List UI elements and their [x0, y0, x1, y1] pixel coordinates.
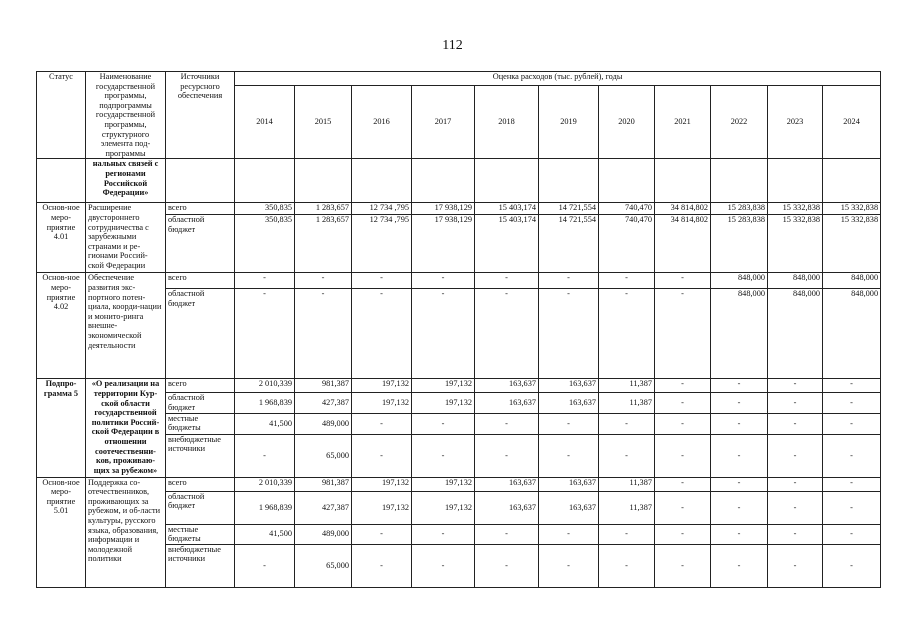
- value-cell: -: [539, 413, 599, 434]
- value-cell: 350,835: [235, 215, 295, 273]
- value-cell: -: [235, 273, 295, 289]
- value-cell: -: [768, 393, 823, 413]
- value-cell: -: [539, 544, 599, 587]
- value-cell: 848,000: [711, 273, 768, 289]
- program-name-cell: Обеспечение развития экс-портного потен-циала, коорди-нации и монито-ринга внешне-экономической деятельности: [86, 273, 166, 379]
- value-cell: -: [711, 393, 768, 413]
- value-cell: 1 283,657: [295, 203, 352, 215]
- value-cell: 740,470: [599, 203, 655, 215]
- value-cell: 848,000: [768, 273, 823, 289]
- value-cell: 11,387: [599, 393, 655, 413]
- year-header: 2017: [412, 85, 475, 159]
- value-cell: 65,000: [295, 434, 352, 477]
- value-cell: -: [768, 544, 823, 587]
- value-cell: -: [823, 477, 881, 491]
- value-cell: 489,000: [295, 524, 352, 544]
- header-status: Статус: [37, 72, 86, 159]
- value-cell: 14 721,554: [539, 203, 599, 215]
- table-row: [37, 203, 881, 215]
- value-cell: -: [655, 413, 711, 434]
- value-cell: 1 968,839: [235, 491, 295, 524]
- value-cell: -: [475, 289, 539, 379]
- value-cell: -: [412, 289, 475, 379]
- value-cell: 197,132: [412, 379, 475, 393]
- value-cell: -: [711, 544, 768, 587]
- value-cell: 163,637: [475, 477, 539, 491]
- value-cell: -: [352, 413, 412, 434]
- value-cell: -: [768, 477, 823, 491]
- value-cell: 427,387: [295, 491, 352, 524]
- value-cell: -: [599, 434, 655, 477]
- value-cell: 197,132: [352, 393, 412, 413]
- value-cell: 12 734 ,795: [352, 203, 412, 215]
- value-cell: -: [768, 379, 823, 393]
- value-cell: 11,387: [599, 477, 655, 491]
- value-cell: -: [711, 477, 768, 491]
- value-cell: -: [412, 524, 475, 544]
- value-cell: -: [823, 544, 881, 587]
- value-cell: 163,637: [475, 379, 539, 393]
- value-cell: -: [295, 273, 352, 289]
- program-name-cell: Поддержка со-отечественников, проживающих за рубежом, и об-ласти культуры, русского языка, образования, информации и молодежной политики: [86, 477, 166, 587]
- value-cell: 14 721,554: [539, 215, 599, 273]
- source-cell: внебюджетные источники: [166, 434, 235, 477]
- value-cell: 489,000: [295, 413, 352, 434]
- value-cell: 11,387: [599, 491, 655, 524]
- value-cell: 163,637: [539, 379, 599, 393]
- value-cell: -: [599, 413, 655, 434]
- value-cell: 17 938,129: [412, 203, 475, 215]
- year-header: 2021: [655, 85, 711, 159]
- value-cell: 15 332,838: [768, 203, 823, 215]
- value-cell: -: [475, 273, 539, 289]
- value-cell: -: [235, 289, 295, 379]
- value-cell: 848,000: [768, 289, 823, 379]
- value-cell: 848,000: [823, 273, 881, 289]
- value-cell: -: [352, 273, 412, 289]
- value-cell: -: [352, 434, 412, 477]
- year-header: 2020: [599, 85, 655, 159]
- value-cell: 848,000: [823, 289, 881, 379]
- value-cell: 15 332,838: [823, 215, 881, 273]
- value-cell: 12 734 ,795: [352, 215, 412, 273]
- value-cell: 11,387: [599, 379, 655, 393]
- value-cell: -: [539, 289, 599, 379]
- value-cell: 41,500: [235, 413, 295, 434]
- year-header: 2022: [711, 85, 768, 159]
- value-cell: -: [412, 413, 475, 434]
- source-cell: всего: [166, 477, 235, 491]
- header-sources: Источники ресурсного обеспечения: [166, 72, 235, 159]
- status-cell: Подпро-грамма 5: [37, 379, 86, 477]
- value-cell: 981,387: [295, 477, 352, 491]
- source-cell: всего: [166, 273, 235, 289]
- value-cell: -: [768, 491, 823, 524]
- value-cell: -: [655, 273, 711, 289]
- value-cell: 163,637: [475, 393, 539, 413]
- value-cell: 15 283,838: [711, 203, 768, 215]
- value-cell: -: [823, 491, 881, 524]
- program-name-cell: «О реализации на территории Кур-ской области государственной политики Россий-ской Федерации в отношении соотечественни-ков, проживаю-щих за рубежом»: [86, 379, 166, 477]
- value-cell: -: [412, 273, 475, 289]
- value-cell: -: [711, 379, 768, 393]
- value-cell: -: [655, 393, 711, 413]
- value-cell: 163,637: [539, 393, 599, 413]
- value-cell: 197,132: [352, 491, 412, 524]
- value-cell: -: [823, 393, 881, 413]
- value-cell: -: [475, 524, 539, 544]
- source-cell: областной бюджет: [166, 491, 235, 524]
- value-cell: -: [235, 544, 295, 587]
- year-header: 2015: [295, 85, 352, 159]
- source-cell: всего: [166, 203, 235, 215]
- header-name: Наименование государственной программы, подпрограммы государственной программы, структурного элемента под-программы: [86, 72, 166, 159]
- status-cell: Основ-ное меро-приятие 5.01: [37, 477, 86, 587]
- value-cell: -: [412, 544, 475, 587]
- year-header: 2024: [823, 85, 881, 159]
- value-cell: -: [823, 524, 881, 544]
- value-cell: -: [711, 434, 768, 477]
- status-cell: Основ-ное меро-приятие 4.01: [37, 203, 86, 273]
- value-cell: 197,132: [352, 477, 412, 491]
- value-cell: -: [475, 544, 539, 587]
- value-cell: 163,637: [539, 477, 599, 491]
- value-cell: -: [655, 524, 711, 544]
- year-header: 2016: [352, 85, 412, 159]
- value-cell: -: [655, 477, 711, 491]
- value-cell: 197,132: [412, 393, 475, 413]
- value-cell: -: [711, 491, 768, 524]
- value-cell: 197,132: [352, 379, 412, 393]
- value-cell: 15 332,838: [768, 215, 823, 273]
- value-cell: 740,470: [599, 215, 655, 273]
- value-cell: 1 283,657: [295, 215, 352, 273]
- value-cell: -: [475, 434, 539, 477]
- year-header: 2023: [768, 85, 823, 159]
- table-row: [37, 273, 881, 289]
- expenditure-table: [36, 71, 881, 588]
- value-cell: 65,000: [295, 544, 352, 587]
- value-cell: 41,500: [235, 524, 295, 544]
- value-cell: -: [539, 524, 599, 544]
- value-cell: 2 010,339: [235, 379, 295, 393]
- continued-name: нальных связей с регионами Российской Федерации»: [86, 159, 166, 203]
- value-cell: -: [412, 434, 475, 477]
- program-name-cell: Расширение двустороннего сотрудничества с зарубежными странами и ре-гионами Россий-ской Федерации: [86, 203, 166, 273]
- value-cell: 34 814,802: [655, 215, 711, 273]
- value-cell: -: [711, 413, 768, 434]
- value-cell: -: [655, 289, 711, 379]
- value-cell: -: [352, 524, 412, 544]
- source-cell: областной бюджет: [166, 289, 235, 379]
- value-cell: -: [599, 524, 655, 544]
- value-cell: -: [352, 544, 412, 587]
- source-cell: внебюджетные источники: [166, 544, 235, 587]
- value-cell: 2 010,339: [235, 477, 295, 491]
- value-cell: 34 814,802: [655, 203, 711, 215]
- source-cell: областной бюджет: [166, 393, 235, 413]
- value-cell: -: [539, 273, 599, 289]
- value-cell: -: [599, 273, 655, 289]
- value-cell: 15 332,838: [823, 203, 881, 215]
- header-estimate: Оценка расходов (тыс. рублей), годы: [235, 72, 881, 86]
- value-cell: 981,387: [295, 379, 352, 393]
- value-cell: 197,132: [412, 491, 475, 524]
- value-cell: -: [655, 544, 711, 587]
- value-cell: 17 938,129: [412, 215, 475, 273]
- value-cell: 1 968,839: [235, 393, 295, 413]
- source-cell: местные бюджеты: [166, 413, 235, 434]
- table-row: [37, 159, 881, 203]
- value-cell: -: [599, 544, 655, 587]
- page-number: 112: [442, 38, 463, 53]
- value-cell: 350,835: [235, 203, 295, 215]
- value-cell: -: [655, 379, 711, 393]
- value-cell: -: [475, 413, 539, 434]
- value-cell: -: [599, 289, 655, 379]
- value-cell: -: [823, 413, 881, 434]
- table-row: [37, 379, 881, 393]
- value-cell: 848,000: [711, 289, 768, 379]
- source-cell: областной бюджет: [166, 215, 235, 273]
- table-body: [37, 203, 881, 587]
- value-cell: -: [768, 524, 823, 544]
- value-cell: 197,132: [412, 477, 475, 491]
- value-cell: -: [711, 524, 768, 544]
- value-cell: -: [655, 491, 711, 524]
- value-cell: 427,387: [295, 393, 352, 413]
- value-cell: -: [655, 434, 711, 477]
- value-cell: 163,637: [539, 491, 599, 524]
- value-cell: 15 403,174: [475, 203, 539, 215]
- table-row: [37, 477, 881, 491]
- value-cell: 163,637: [475, 491, 539, 524]
- status-cell: Основ-ное меро-приятие 4.02: [37, 273, 86, 379]
- source-cell: всего: [166, 379, 235, 393]
- value-cell: -: [352, 289, 412, 379]
- value-cell: 15 403,174: [475, 215, 539, 273]
- year-header: 2019: [539, 85, 599, 159]
- value-cell: 15 283,838: [711, 215, 768, 273]
- value-cell: -: [295, 289, 352, 379]
- value-cell: -: [539, 434, 599, 477]
- value-cell: -: [823, 379, 881, 393]
- value-cell: -: [768, 413, 823, 434]
- value-cell: -: [235, 434, 295, 477]
- source-cell: местные бюджеты: [166, 524, 235, 544]
- value-cell: -: [768, 434, 823, 477]
- year-header: 2018: [475, 85, 539, 159]
- year-header: 2014: [235, 85, 295, 159]
- value-cell: -: [823, 434, 881, 477]
